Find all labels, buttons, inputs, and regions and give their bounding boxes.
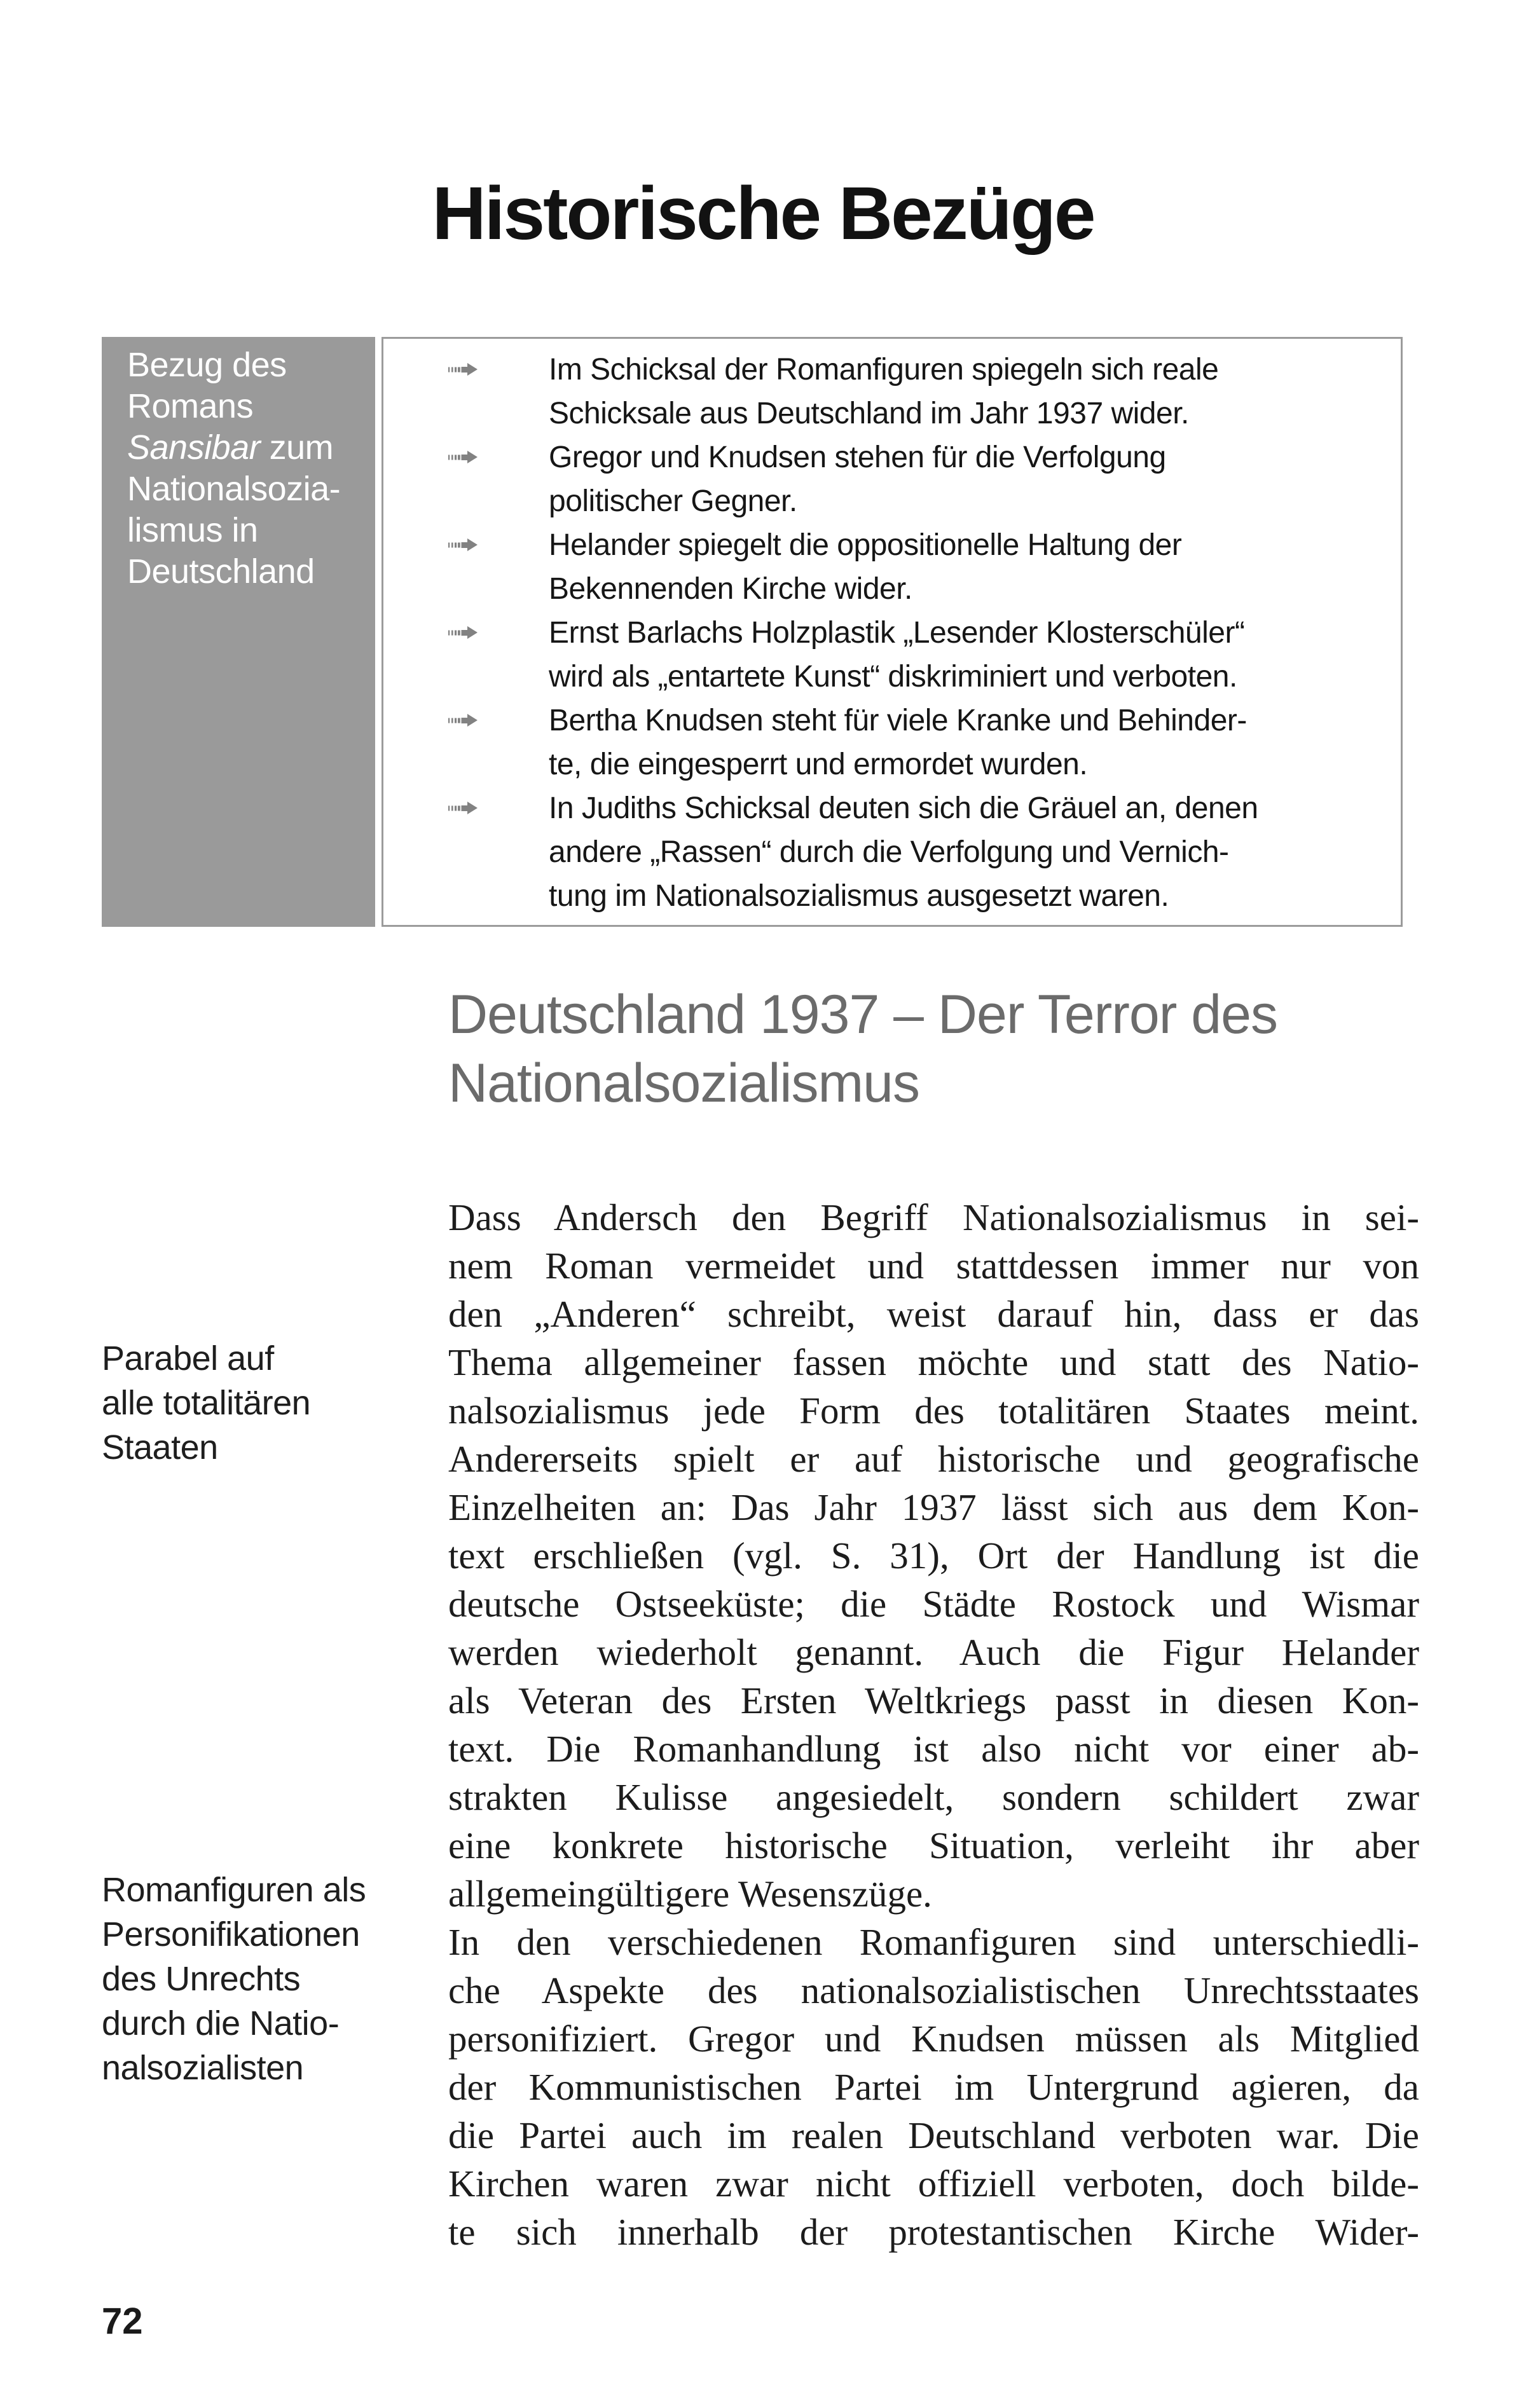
plain-text: Deutschland (127, 552, 315, 591)
plain-text: Romans (127, 387, 254, 425)
body-text-line: In den verschiedenen Romanfiguren sind unterschiedli- (448, 1921, 1419, 1963)
sidebar-text-line (127, 345, 362, 386)
summary-item-line: Gregor und Knudsen stehen für die Verfolgung (549, 441, 1166, 474)
summary-item-line: wird als „entartete Kunst“ diskriminiert und verboten. (549, 660, 1237, 694)
body-text-line: che Aspekte des nationalsozialistischen Unrechtsstaates (448, 1969, 1419, 2011)
dashed-right-arrow-icon (448, 451, 478, 463)
plain-text: Bezug des (127, 346, 287, 384)
plain-text: Nationalsozia- (127, 470, 341, 508)
summary-item-line: Im Schicksal der Romanfiguren spiegeln sich reale (549, 353, 1219, 387)
body-text (448, 1193, 1419, 2256)
dashed-right-arrow-icon (448, 626, 478, 639)
section-heading-line: Deutschland 1937 – Der Terror des (448, 984, 1277, 1045)
summary-item (549, 348, 1394, 435)
margin-note-line: nalsozialisten (102, 2049, 304, 2087)
summary-item-line: Bekennenden Kirche wider. (549, 572, 912, 606)
margin-note-line: Personifikationen (102, 1915, 360, 1953)
margin-topic-panel (102, 337, 375, 927)
margin-note-line: alle totalitären (102, 1384, 311, 1422)
italic-text: Sansibar (127, 428, 261, 467)
body-text-line: den „Anderen“ schreibt, weist darauf hin, dass er das (448, 1293, 1419, 1335)
body-text-line: deutsche Ostseeküste; die Städte Rostock und Wismar (448, 1583, 1419, 1625)
summary-item-line: tung im Nationalsozialismus ausgesetzt waren. (549, 879, 1169, 913)
summary-infobox (102, 337, 1403, 927)
body-text-line: die Partei auch im realen Deutschland verboten war. Die (448, 2114, 1419, 2156)
summary-item (549, 611, 1394, 699)
body-text-line: Thema allgemeiner fassen möchte und statt des Natio- (448, 1341, 1419, 1383)
sidebar-text-line (127, 427, 362, 469)
body-text-line: text. Die Romanhandlung ist also nicht vor einer ab- (448, 1728, 1419, 1770)
sidebar-text-line (127, 510, 362, 551)
section-heading-line: Nationalsozialismus (448, 1053, 919, 1114)
summary-item (549, 435, 1394, 523)
page-title: Historische Bezüge (432, 172, 1094, 256)
body-text-line: nalsozialismus jede Form des totalitären Staates meint. (448, 1390, 1419, 1432)
margin-note-romanfiguren (102, 1868, 445, 2090)
dashed-right-arrow-icon (448, 363, 478, 376)
body-text-line: te sich innerhalb der protestantischen Kirche Wider- (448, 2211, 1419, 2253)
summary-item (549, 523, 1394, 611)
summary-item-line: te, die eingesperrt und ermordet wurden. (549, 748, 1088, 781)
summary-item-line: In Judiths Schicksal deuten sich die Gräuel an, denen (549, 791, 1258, 825)
body-text-line: nem Roman vermeidet und stattdessen immer nur von (448, 1245, 1419, 1287)
summary-item-line: Helander spiegelt die oppositionelle Haltung der (549, 528, 1182, 562)
summary-item (549, 699, 1394, 786)
section-heading (448, 980, 1421, 1118)
body-text-line: werden wiederholt genannt. Auch die Figur Helander (448, 1631, 1419, 1673)
plain-text: lismus in (127, 511, 258, 549)
summary-list (383, 339, 1401, 918)
body-text-line: allgemeingültigere Wesenszüge. (448, 1873, 932, 1915)
margin-note-parabel (102, 1336, 445, 1470)
sidebar-text-line (127, 386, 362, 427)
summary-item-line: andere „Rassen“ durch die Verfolgung und Vernich- (549, 835, 1229, 869)
body-text-line: Andererseits spielt er auf historische und geografische (448, 1438, 1419, 1480)
dashed-right-arrow-icon (448, 538, 478, 551)
margin-note-line: Staaten (102, 1428, 218, 1467)
margin-note-line: Parabel auf (102, 1339, 274, 1378)
body-text-line: Kirchen waren zwar nicht offiziell verboten, doch bilde- (448, 2163, 1419, 2205)
summary-list-box (382, 337, 1403, 927)
body-text-line: Einzelheiten an: Das Jahr 1937 lässt sich aus dem Kon- (448, 1486, 1419, 1528)
body-text-line: als Veteran des Ersten Weltkriegs passt in diesen Kon- (448, 1679, 1419, 1721)
body-text-line: der Kommunistischen Partei im Untergrund agieren, da (448, 2066, 1419, 2108)
body-text-line: eine konkrete historische Situation, verleiht ihr aber (448, 1824, 1419, 1866)
dashed-right-arrow-icon (448, 802, 478, 814)
body-text-line: Dass Andersch den Begriff Nationalsozialismus in sei- (448, 1196, 1419, 1238)
margin-note-line: durch die Natio- (102, 2004, 340, 2042)
body-text-line: strakten Kulisse angesiedelt, sondern schildert zwar (448, 1776, 1419, 1818)
summary-item-line: Bertha Knudsen steht für viele Kranke und Behinder- (549, 704, 1247, 737)
sidebar-text-line (127, 469, 362, 510)
summary-item (549, 786, 1394, 918)
body-text-line: personifiziert. Gregor und Knudsen müssen als Mitglied (448, 2018, 1419, 2060)
summary-item-line: Schicksale aus Deutschland im Jahr 1937 wider. (549, 397, 1189, 430)
body-text-line: text erschließen (vgl. S. 31), Ort der Handlung ist die (448, 1535, 1419, 1577)
page-number: 72 (102, 2301, 143, 2342)
margin-note-line: Romanfiguren als (102, 1871, 366, 1909)
summary-item-line: politischer Gegner. (549, 484, 797, 518)
summary-item-line: Ernst Barlachs Holzplastik „Lesender Klosterschüler“ (549, 616, 1245, 650)
dashed-right-arrow-icon (448, 714, 478, 727)
plain-text: zum (260, 428, 334, 467)
sidebar-text-line (127, 551, 362, 592)
margin-note-line: des Unrechts (102, 1960, 301, 1998)
